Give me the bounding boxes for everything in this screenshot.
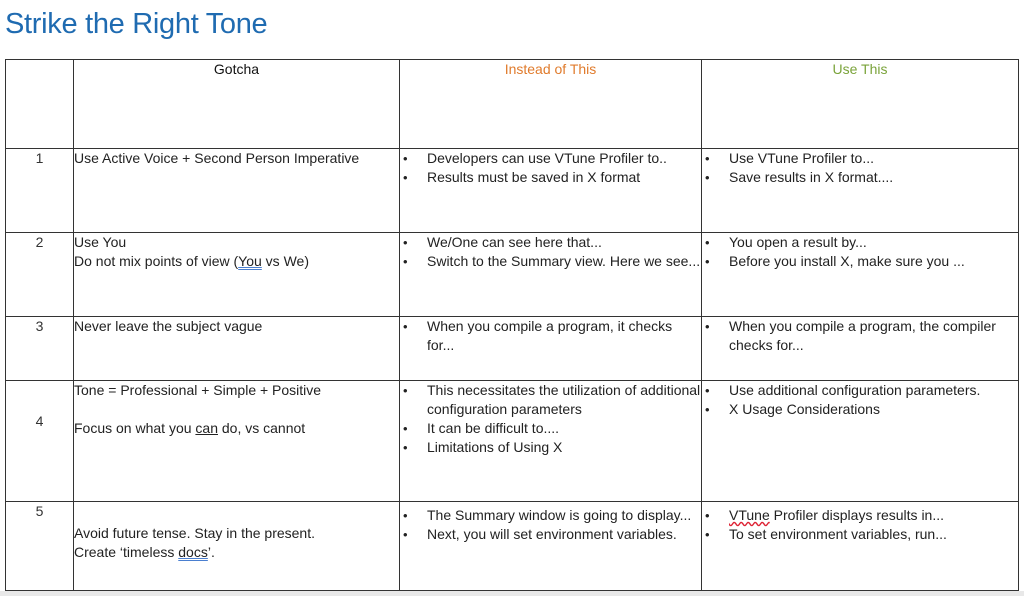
bullet: • xyxy=(705,402,710,417)
bullet: • xyxy=(403,508,408,523)
table-row xyxy=(6,502,1019,591)
list-item xyxy=(400,506,701,525)
list-item-text: It can be difficult to.... xyxy=(427,420,560,436)
bullet: • xyxy=(403,421,408,436)
instead-cell xyxy=(400,381,702,502)
list-item xyxy=(702,381,1018,400)
list-item-text: This necessitates the utilization of additional configuration parameters xyxy=(427,382,701,417)
list-item-text: To set environment variables, run... xyxy=(729,526,947,542)
list-item-text: X Usage Considerations xyxy=(729,401,880,417)
list-item-text: Next, you will set environment variables. xyxy=(427,526,677,542)
instead-cell xyxy=(400,502,702,591)
gotcha-text-underlined: can xyxy=(195,420,218,436)
list-item-text: You open a result by... xyxy=(729,234,867,250)
bullet: • xyxy=(403,170,408,185)
list-item-text-misspelled: VTune xyxy=(729,507,770,523)
gotcha-cell xyxy=(74,381,400,502)
gotcha-text: Avoid future tense. Stay in the present. xyxy=(74,525,316,541)
gotcha-text-part: do, vs cannot xyxy=(217,420,306,436)
list-item xyxy=(400,149,701,168)
bullet: • xyxy=(403,319,408,334)
list-item xyxy=(400,419,701,438)
list-item-text: The Summary window is going to display... xyxy=(427,507,692,523)
gotcha-cell xyxy=(74,502,400,591)
list-item xyxy=(702,317,1018,355)
list-item xyxy=(702,168,1018,187)
list-item-text: When you compile a program, it checks for... xyxy=(427,318,673,353)
list-item xyxy=(702,400,1018,419)
list-item xyxy=(400,317,701,355)
gotcha-cell xyxy=(74,233,400,317)
list-item xyxy=(400,381,701,419)
header-row xyxy=(6,60,1019,149)
gotcha-text: Use You xyxy=(74,234,127,250)
header-use xyxy=(702,60,1019,149)
use-cell xyxy=(702,317,1019,381)
list-item-text: Switch to the Summary view. Here we see... xyxy=(427,253,701,269)
gotcha-text xyxy=(74,252,399,271)
list-item xyxy=(702,233,1018,252)
header-gotcha-label: Gotcha xyxy=(213,61,260,77)
list-item-text: Before you install X, make sure you ... xyxy=(729,253,965,269)
table-row xyxy=(6,381,1019,502)
list-item-text: Use VTune Profiler to... xyxy=(729,150,874,166)
instead-cell xyxy=(400,233,702,317)
list-item-text: Save results in X format.... xyxy=(729,169,894,185)
list-item xyxy=(400,233,701,252)
list-item xyxy=(400,525,701,544)
bullet: • xyxy=(403,383,408,398)
row-number: 2 xyxy=(6,233,74,317)
list-item xyxy=(400,168,701,187)
gotcha-text-part: vs We) xyxy=(261,253,309,269)
header-instead xyxy=(400,60,702,149)
use-cell xyxy=(702,233,1019,317)
list-item xyxy=(702,506,1018,525)
bullet: • xyxy=(403,151,408,166)
bullet: • xyxy=(705,254,710,269)
gotcha-text: Use Active Voice + Second Person Imperative xyxy=(74,150,360,166)
list-item-text: Results must be saved in X format xyxy=(427,169,641,185)
row-number: 3 xyxy=(6,317,74,381)
bullet: • xyxy=(403,254,408,269)
use-cell xyxy=(702,502,1019,591)
list-item xyxy=(702,252,1018,271)
gotcha-text-underlined: docs xyxy=(178,544,208,560)
gotcha-text-part: Focus on what you xyxy=(74,420,196,436)
bullet: • xyxy=(403,527,408,542)
list-item xyxy=(702,525,1018,544)
bullet: • xyxy=(705,151,710,166)
gotcha-cell xyxy=(74,317,400,381)
header-instead-label: Instead of This xyxy=(504,61,597,77)
row-number: 1 xyxy=(6,149,74,233)
tone-table xyxy=(5,59,1019,591)
list-item-text: Developers can use VTune Profiler to.. xyxy=(427,150,667,166)
gotcha-text xyxy=(74,543,399,562)
bullet: • xyxy=(705,319,710,334)
bullet: • xyxy=(705,170,710,185)
bullet: • xyxy=(705,508,710,523)
gotcha-text: Never leave the subject vague xyxy=(74,318,263,334)
row-number: 5 xyxy=(6,502,74,591)
table-row xyxy=(6,149,1019,233)
bullet: • xyxy=(705,527,710,542)
header-blank xyxy=(6,60,74,149)
table-row xyxy=(6,233,1019,317)
list-item-text: Limitations of Using X xyxy=(427,439,563,455)
page-title: Strike the Right Tone xyxy=(5,8,268,40)
header-gotcha xyxy=(74,60,400,149)
list-item xyxy=(400,438,701,457)
bullet: • xyxy=(403,440,408,455)
gotcha-text-part: Do not mix points of view ( xyxy=(74,253,239,269)
list-item-text: Profiler displays results in... xyxy=(769,507,945,523)
bullet: • xyxy=(705,383,710,398)
list-item xyxy=(400,252,701,271)
list-item-text: Use additional configuration parameters. xyxy=(729,382,981,398)
list-item-text: We/One can see here that... xyxy=(427,234,602,250)
use-cell xyxy=(702,149,1019,233)
gotcha-text-underlined: You xyxy=(238,253,262,269)
row-number: 4 xyxy=(6,381,74,502)
instead-cell xyxy=(400,149,702,233)
gotcha-text-part: Create ‘timeless xyxy=(74,544,179,560)
gotcha-spacer xyxy=(74,400,399,419)
table-row xyxy=(6,317,1019,381)
bottom-edge xyxy=(0,591,1024,596)
instead-cell xyxy=(400,317,702,381)
gotcha-cell xyxy=(74,149,400,233)
gotcha-text xyxy=(74,419,399,438)
bullet: • xyxy=(403,235,408,250)
bullet: • xyxy=(705,235,710,250)
gotcha-text-part: ’. xyxy=(207,544,215,560)
gotcha-text: Tone = Professional + Simple + Positive xyxy=(74,382,322,398)
list-item-text: When you compile a program, the compiler checks for... xyxy=(729,318,996,353)
list-item xyxy=(702,149,1018,168)
use-cell xyxy=(702,381,1019,502)
header-use-label: Use This xyxy=(832,61,888,77)
